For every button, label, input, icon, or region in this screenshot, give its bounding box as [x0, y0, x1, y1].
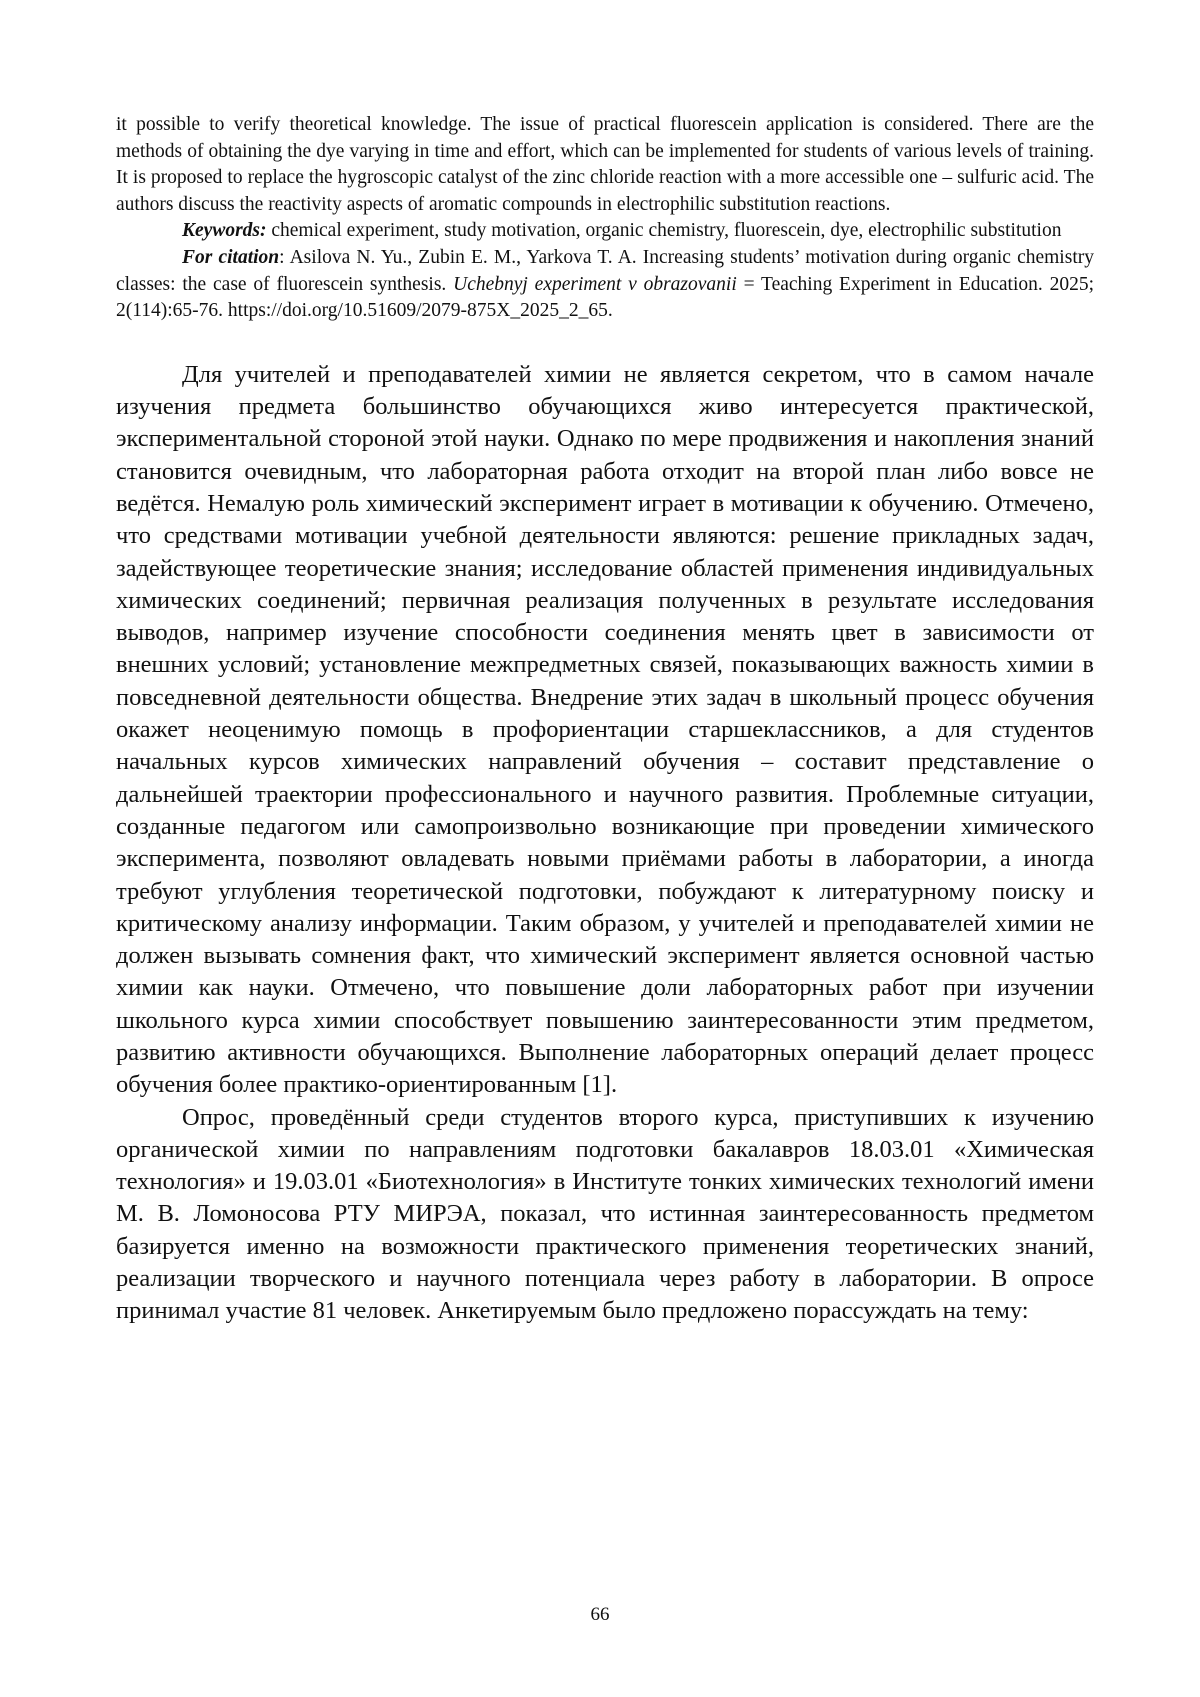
main-text [116, 359, 1094, 1328]
citation-journal: Uchebnyj experiment v obrazovanii [453, 273, 737, 295]
abstract-section [116, 112, 1094, 325]
keywords-line [116, 218, 1094, 245]
citation-text-before: : Asilova N. Yu., Zubin E. M., Yarkova T. A. Increasing students’ motivation during organic chemistry classes: the case of fluorescein synthesis. [116, 246, 1094, 295]
keywords-text: chemical experiment, study motivation, organic chemistry, fluorescein, dye, electrophilic substitution [266, 220, 1062, 242]
body-paragraph-2: Опрос, проведённый среди студентов второго курса, приступивших к изучению органической химии по направлениям подготовки бакалавров 18.03.01 «Химическая технология» и 19.03.01 «Биотехнология» в Институте тонких химических технологий имени М. В. Ломоносова РТУ МИРЭА, показал, что истинная заинтересованность предметом базируется именно на возможности практического применения теоретических знаний, реализации творческого и научного потенциала через работу в лаборатории. В опросе принимал участие 81 человек. Анкетируемым было предложено порассуждать на тему: [116, 1103, 1094, 1325]
body-paragraph-1: Для учителей и преподавателей химии не является секретом, что в самом начале изучения предмета большинство обучающихся живо интересуется практической, экспериментальной стороной этой науки. Однако по мере продвижения и накопления знаний становится очевидным, что лабораторная работа отходит на второй план либо вовсе не ведётся. Немалую роль химический эксперимент играет в мотивации к обучению. Отмечено, что средствами мотивации учебной деятельности являются: решение прикладных задач, задействующее теоретические знания; исследование областей применения индивидуальных химических соединений; первичная реализация полученных в результате исследования выводов, например изучение способности соединения менять цвет в зависимости от внешних условий; установление межпредметных связей, показывающих важность химии в повседневной деятельности общества. Внедрение этих задач в школьный процесс обучения окажет неоценимую помощь в профориентации старшеклассников, а для студентов начальных курсов химических направлений обучения – составит представление о дальнейшей траектории профессионального и научного развития. Проблемные ситуации, созданные педагогом или самопроизвольно возникающие при проведении химического эксперимента, позволяют овладевать новыми приёмами работы в лаборатории, а иногда требуют углубления теоретической подготовки, побуждают к литературному поиску и критическому анализу информации. Таким образом, у учителей и преподавателей химии не должен вызывать сомнения факт, что химический эксперимент является основной частью химии как науки. Отмечено, что повышение доли лабораторных работ при изучении школьного курса химии способствует повышению заинтересованности этим предметом, развитию активности обучающихся. Выполнение лабораторных операций делает процесс обучения более практико-ориентированным [1]. [116, 360, 1094, 1099]
page-number: 66 [590, 1604, 610, 1625]
keywords-label: Keywords: [182, 220, 267, 242]
citation-label: For citation [182, 246, 280, 268]
abstract-continuation: it possible to verify theoretical knowledge. The issue of practical fluorescein application is considered. There are the methods of obtaining the dye varying in time and effort, which can be implemented for students of various levels of training. It is proposed to replace the hygroscopic catalyst of the zinc chloride reaction with a more accessible one – sulfuric acid. The authors discuss the reactivity aspects of aromatic compounds in electrophilic substitution reactions. [116, 114, 1094, 215]
citation-line [116, 245, 1094, 325]
page-content [116, 112, 1094, 1328]
citation-text-after: = Teaching Experiment in Education. 2025; 2(114):65-76. https://doi.org/10.51609/2079-875X_2025_2_65. [116, 273, 1094, 322]
